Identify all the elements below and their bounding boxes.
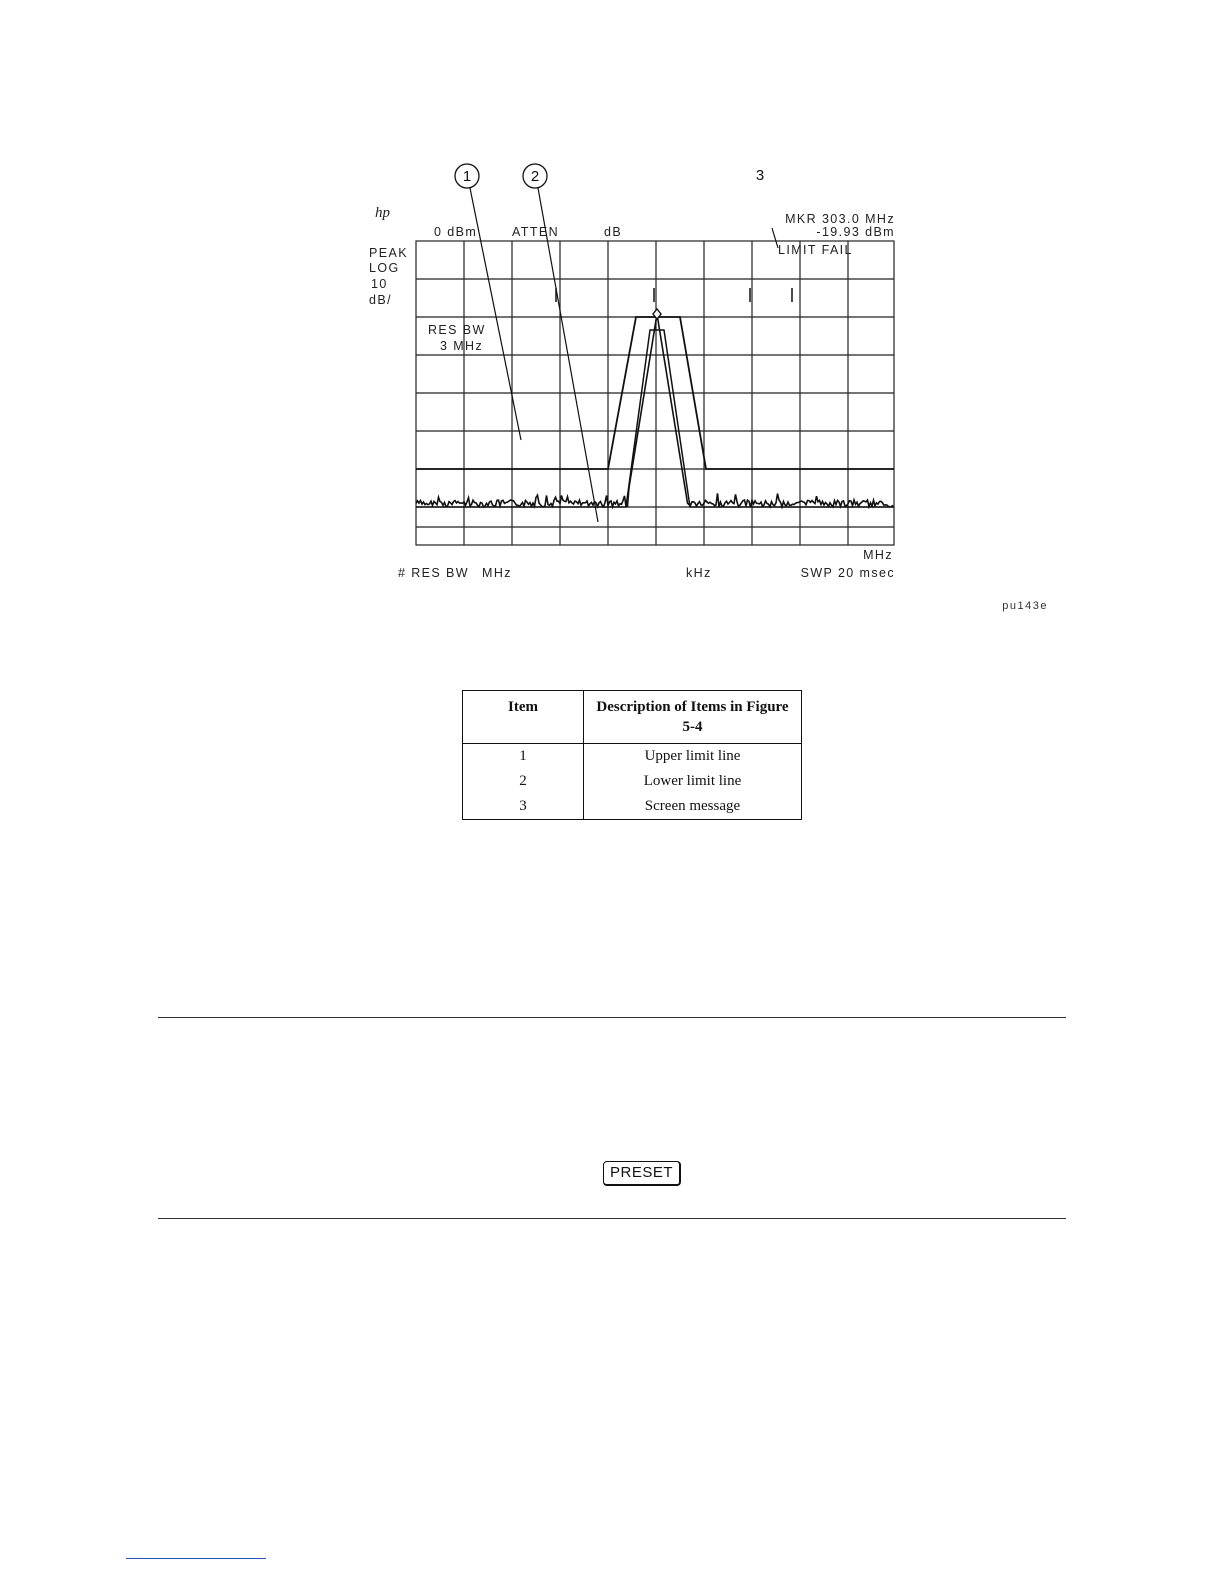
ref-level: 0 dBm	[434, 225, 478, 239]
hp-logo-icon: hp	[375, 205, 390, 221]
bottom-res-bw: # RES BW	[398, 566, 469, 580]
limit-fail-message: LIMIT FAIL	[778, 243, 853, 257]
table-row	[463, 744, 802, 770]
lower-limit-line	[416, 330, 894, 507]
marker-amplitude: -19.93 dBm	[816, 225, 895, 239]
scale-mode: LOG	[369, 261, 400, 275]
bottom-vbw-unit: kHz	[686, 566, 712, 580]
svg-text:3: 3	[755, 167, 765, 184]
span-unit: MHz	[863, 548, 893, 562]
detector-mode: PEAK	[369, 246, 408, 260]
bottom-res-bw-unit: MHz	[482, 566, 512, 580]
table-row	[463, 769, 802, 794]
res-bw-label: RES BW	[428, 323, 486, 337]
note-bottom-rule	[158, 1218, 1066, 1219]
signal-trace	[416, 317, 893, 507]
table-cell: 3	[463, 794, 584, 820]
items-table	[462, 690, 802, 820]
table-header-description: Description of Items in Figure 5-4	[584, 691, 802, 744]
preset-key: PRESET	[603, 1161, 681, 1186]
spectrum-figure	[0, 0, 1224, 620]
scale-unit: dB/	[369, 293, 392, 307]
table-cell: Screen message	[584, 794, 802, 820]
table-row	[463, 794, 802, 820]
svg-text:2: 2	[530, 168, 540, 185]
scale-value: 10	[371, 277, 388, 291]
sweep-time: SWP 20 msec	[800, 566, 895, 580]
note-top-rule	[158, 1017, 1066, 1018]
table-header-item: Item	[463, 691, 584, 744]
marker-frequency: MKR 303.0 MHz	[785, 212, 895, 226]
table-header-row	[463, 691, 802, 744]
footer-link-line	[126, 1558, 266, 1559]
table-cell: Upper limit line	[584, 744, 802, 770]
res-bw-value: 3 MHz	[440, 339, 484, 353]
table-cell: 1	[463, 744, 584, 770]
limit-ticks	[556, 288, 792, 302]
table-cell: Lower limit line	[584, 769, 802, 794]
svg-text:1: 1	[462, 168, 472, 185]
atten-label: ATTEN	[512, 225, 560, 239]
callout-3	[756, 167, 778, 248]
callout-1	[455, 164, 521, 440]
table-cell: 2	[463, 769, 584, 794]
graticule	[416, 241, 894, 545]
atten-unit: dB	[604, 225, 623, 239]
figure-code: pu143e	[1002, 600, 1048, 612]
